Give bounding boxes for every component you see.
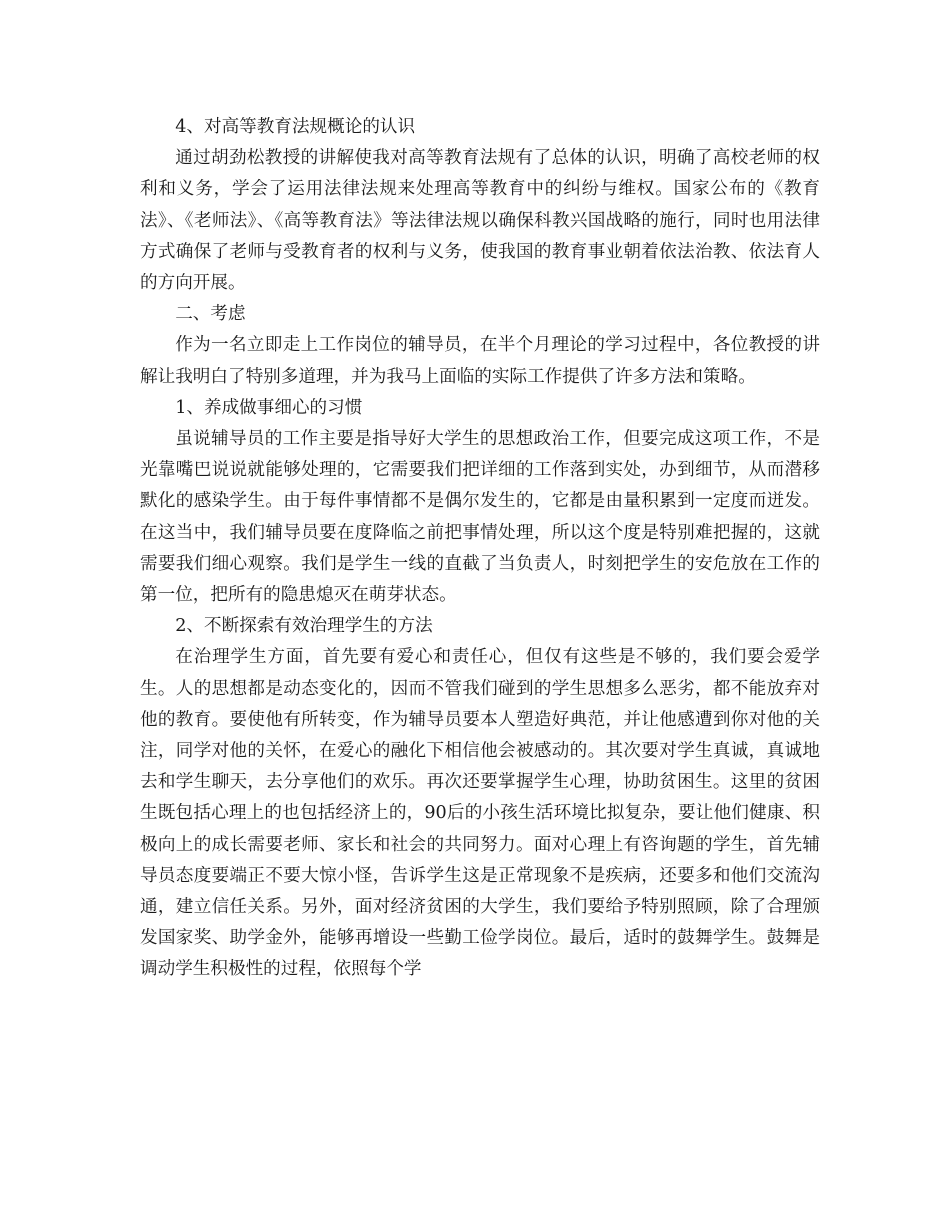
body-paragraph-student-management: 在治理学生方面，首先要有爱心和责任心，但仅有这些是不够的，我们要会爱学生。人的思想都是动态变化的，因而不管我们碰到的学生思想多么恶劣，都不能放弃对他的教育。要使他有所转变，作为辅导员要本人塑造好典范，并让他感遭到你对他的关注，同学对他的关怀，在爱心的融化下相信他会被感动的。其次要对学生真诚，真诚地去和学生聊天，去分享他们的欢乐。再次还要掌握学生心理，协助贫困生。这里的贫困生既包括心理上的也包括经济上的，90后的小孩生活环境比拟复杂，要让他们健康、积极向上的成长需要老师、家长和社会的共同努力。面对心理上有咨询题的学生，首先辅导员态度要端正不要大惊小怪，告诉学生这是正常现象不是疾病，还要多和他们交流沟通，建立信任关系。另外，面对经济贫困的大学生，我们要给予特别照顾，除了合理颁发国家奖、助学金外，能够再增设一些勤工俭学岗位。最后，适时的鼓舞学生。鼓舞是调动学生积极性的过程，依照每个学 [140,647,820,980]
body-paragraph-law-understanding: 通过胡劲松教授的讲解使我对高等教育法规有了总体的认识，明确了高校老师的权利和义务，学会了运用法律法规来处理高等教育中的纠纷与维权。国家公布的《教育法》、《老师法》、《高等教育法》等法律法规以确保科教兴国战略的施行，同时也用法律方式确保了老师与受教育者的权利与义务，使我国的教育事业朝着依法治教、依法育人的方向开展。 [140,148,820,294]
body-paragraph-careful-work: 虽说辅导员的工作主要是指导好大学生的思想政治工作，但要完成这项工作，不是光靠嘴巴说说就能够处理的，它需要我们把详细的工作落到实处，办到细节，从而潜移默化的感染学生。由于每件事情都不是偶尔发生的，它都是由量积累到一定度而迸发。在这当中，我们辅导员要在度降临之前把事情处理，所以这个度是特别难把握的，这就需要我们细心观察。我们是学生一线的直截了当负责人，时刻把学生的安危放在工作的第一位，把所有的隐患熄灭在萌芽状态。 [140,429,820,606]
document-body [140,112,820,986]
section-heading-careful-habits: 1、养成做事细心的习惯 [175,397,363,418]
section-heading-reflection: 二、考虑 [175,304,246,325]
body-paragraph-counselor-intro: 作为一名立即走上工作岗位的辅导员，在半个月理论的学习过程中，各位教授的讲解让我明白了特别多道理，并为我马上面临的实际工作提供了许多方法和策略。 [140,335,820,387]
section-heading-student-management: 2、不断探索有效治理学生的方法 [175,616,433,637]
section-heading-higher-education-law: 4、对高等教育法规概论的认识 [175,117,416,137]
